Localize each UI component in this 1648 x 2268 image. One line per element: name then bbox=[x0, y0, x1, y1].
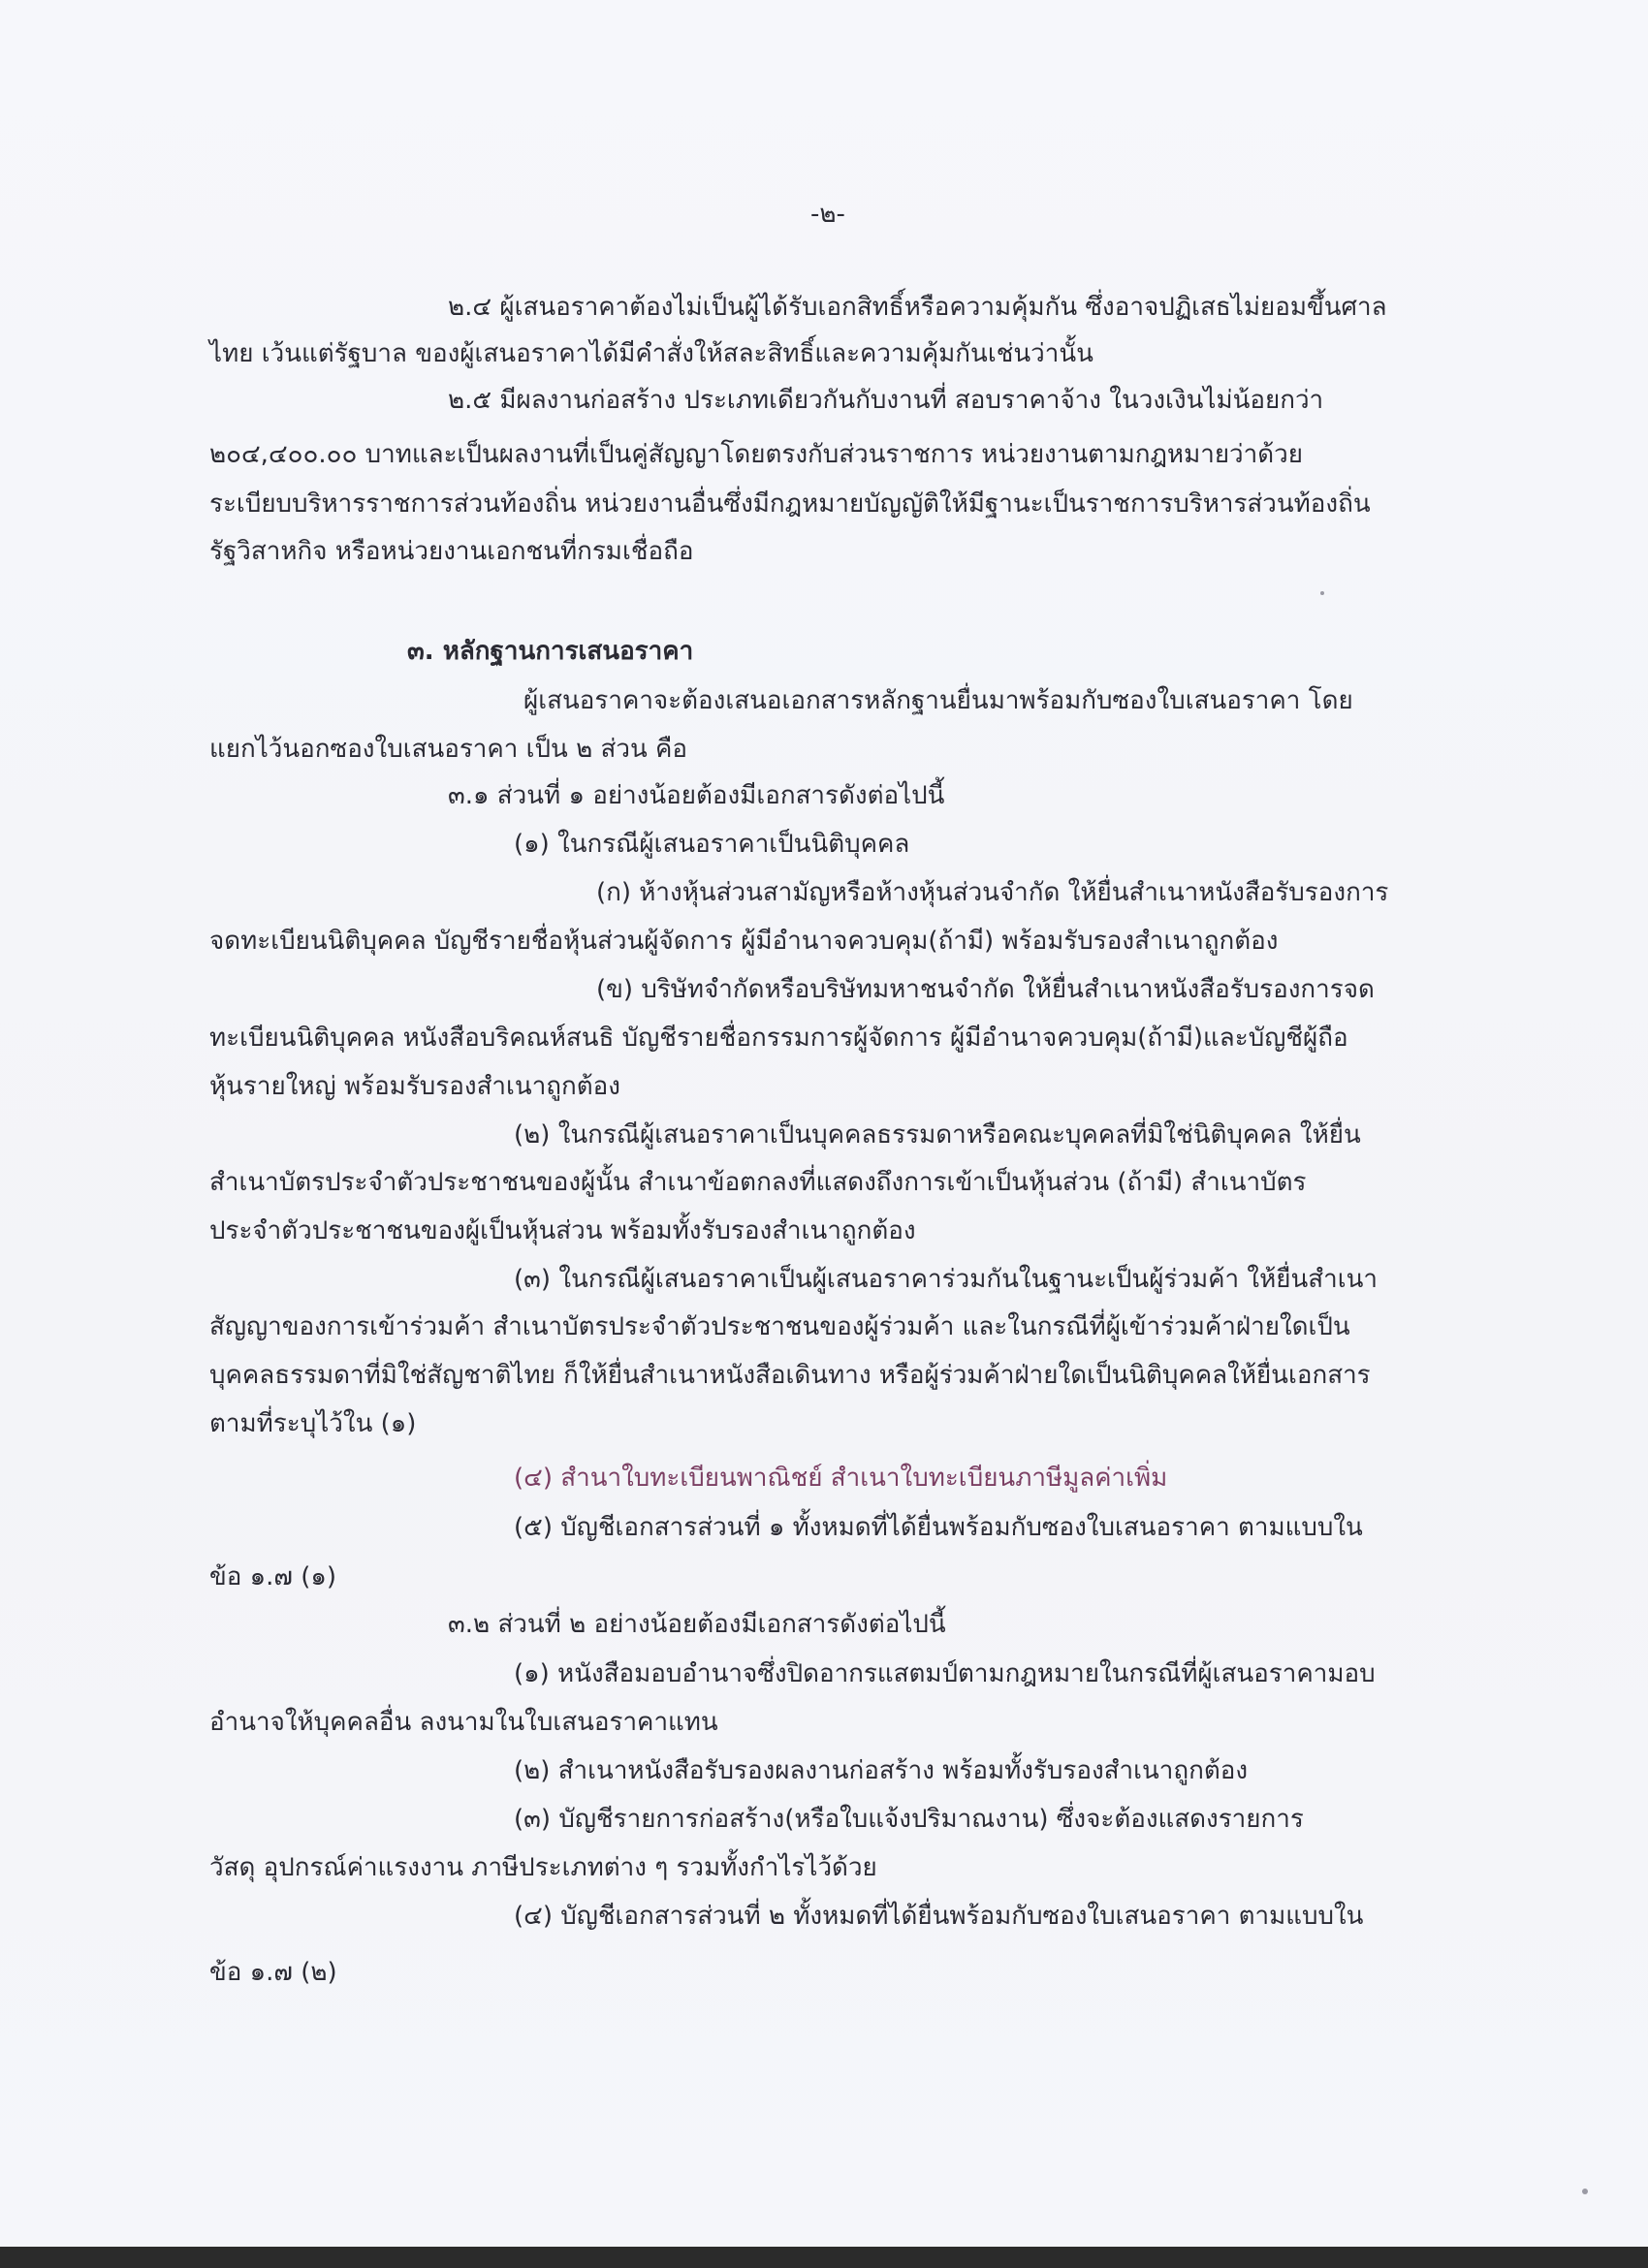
clause-3-1-item-4: (๔) สำนาใบทะเบียนพาณิชย์ สำเนาใบทะเบียนภาษีมูลค่าเพิ่ม bbox=[514, 1464, 1168, 1493]
page-number: -๒- bbox=[810, 200, 845, 229]
clause-3-1-item-3-line-2: สัญญาของการเข้าร่วมค้า สำเนาบัตรประจำตัวประชาชนของผู้ร่วมค้า และในกรณีที่ผู้เข้าร่วมค้าฝ่ายใดเป็น bbox=[209, 1312, 1350, 1341]
clause-3-1-item-3-line-4: ตามที่ระบุไว้ใน (๑) bbox=[209, 1409, 417, 1438]
clause-3-1-item-1b-line-2: ทะเบียนนิติบุคคล หนังสือบริคณห์สนธิ บัญชีรายชื่อกรรมการผู้จัดการ ผู้มีอำนาจควบคุม(ถ้ามี)และบัญชีผู้ถือ bbox=[209, 1024, 1348, 1053]
clause-3-1-item-1b-line-1: (ข) บริษัทจำกัดหรือบริษัทมหาชนจำกัด ให้ยื่นสำเนาหนังสือรับรองการจด bbox=[596, 975, 1375, 1004]
clause-3-1-item-3-line-1: (๓) ในกรณีผู้เสนอราคาเป็นผู้เสนอราคาร่วมกันในฐานะเป็นผู้ร่วมค้า ให้ยื่นสำเนา bbox=[514, 1265, 1378, 1294]
clause-3-1-item-1a-line-1: (ก) ห้างหุ้นส่วนสามัญหรือห้างหุ้นส่วนจำกัด ให้ยื่นสำเนาหนังสือรับรองการ bbox=[596, 878, 1389, 907]
clause-3-1-item-1b-line-3: หุ้นรายใหญ่ พร้อมรับรองสำเนาถูกต้อง bbox=[209, 1072, 620, 1101]
clause-2-4-line-2: ไทย เว้นแต่รัฐบาล ของผู้เสนอราคาได้มีคำสั่งให้สละสิทธิ์และความคุ้มกันเช่นว่านั้น bbox=[209, 339, 1093, 368]
clause-3-1-heading: ๓.๑ ส่วนที่ ๑ อย่างน้อยต้องมีเอกสารดังต่อไปนี้ bbox=[448, 781, 945, 810]
scan-speck bbox=[1320, 591, 1324, 595]
clause-2-4-line-1: ๒.๔ ผู้เสนอราคาต้องไม่เป็นผู้ได้รับเอกสิทธิ์หรือความคุ้มกัน ซึ่งอาจปฏิเสธไม่ยอมขึ้นศาล bbox=[448, 293, 1387, 322]
clause-3-2-item-4-line-1: (๔) บัญชีเอกสารส่วนที่ ๒ ทั้งหมดที่ได้ยื่นพร้อมกับซองใบเสนอราคา ตามแบบใน bbox=[514, 1902, 1364, 1931]
clause-3-2-item-3-line-2: วัสดุ อุปกรณ์ค่าแรงงาน ภาษีประเภทต่าง ๆ รวมทั้งกำไรไว้ด้วย bbox=[209, 1853, 877, 1882]
clause-2-5-line-1: ๒.๕ มีผลงานก่อสร้าง ประเภทเดียวกันกับงานที่ สอบราคาจ้าง ในวงเงินไม่น้อยกว่า bbox=[448, 386, 1324, 415]
clause-3-1-item-3-line-3: บุคคลธรรมดาที่มิใช่สัญชาติไทย ก็ให้ยื่นสำเนาหนังสือเดินทาง หรือผู้ร่วมค้าฝ่ายใดเป็นนิติบุคคลให้ยื่นเอกสาร bbox=[209, 1361, 1371, 1390]
clause-3-2-item-1-line-2: อำนาจให้บุคคลอื่น ลงนามในใบเสนอราคาแทน bbox=[209, 1708, 718, 1737]
clause-3-1-item-5-line-2: ข้อ ๑.๗ (๑) bbox=[209, 1562, 337, 1591]
section-3-intro-line-2: แยกไว้นอกซองใบเสนอราคา เป็น ๒ ส่วน คือ bbox=[209, 735, 688, 764]
clause-3-1-item-5-line-1: (๕) บัญชีเอกสารส่วนที่ ๑ ทั้งหมดที่ได้ยื่นพร้อมกับซองใบเสนอราคา ตามแบบใน bbox=[514, 1513, 1363, 1542]
clause-3-1-item-2-line-1: (๒) ในกรณีผู้เสนอราคาเป็นบุคคลธรรมดาหรือคณะบุคคลที่มิใช่นิติบุคคล ให้ยื่น bbox=[514, 1120, 1361, 1150]
scan-bottom-edge bbox=[0, 2247, 1648, 2268]
clause-2-5-line-3: ระเบียบบริหารราชการส่วนท้องถิ่น หน่วยงานอื่นซึ่งมีกฎหมายบัญญัติให้มีฐานะเป็นราชการบริหารส่วนท้องถิ่น bbox=[209, 489, 1371, 519]
section-3-heading: ๓. หลักฐานการเสนอราคา bbox=[407, 637, 694, 666]
clause-2-5-line-2: ๒๐๔,๔๐๐.๐๐ บาทและเป็นผลงานที่เป็นคู่สัญญาโดยตรงกับส่วนราชการ หน่วยงานตามกฎหมายว่าด้วย bbox=[209, 440, 1303, 469]
clause-3-2-item-1-line-1: (๑) หนังสือมอบอำนาจซึ่งปิดอากรแสตมป์ตามกฎหมายในกรณีที่ผู้เสนอราคามอบ bbox=[514, 1659, 1376, 1688]
clause-3-1-item-2-line-2: สำเนาบัตรประจำตัวประชาชนของผู้นั้น สำเนาข้อตกลงที่แสดงถึงการเข้าเป็นหุ้นส่วน (ถ้ามี) สำเนาบัตร bbox=[209, 1168, 1307, 1197]
scan-speck bbox=[1582, 2189, 1588, 2194]
clause-3-1-item-1: (๑) ในกรณีผู้เสนอราคาเป็นนิติบุคคล bbox=[514, 830, 910, 859]
clause-3-2-item-3-line-1: (๓) บัญชีรายการก่อสร้าง(หรือใบแจ้งปริมาณงาน) ซึ่งจะต้องแสดงรายการ bbox=[514, 1805, 1304, 1834]
clause-3-2-heading: ๓.๒ ส่วนที่ ๒ อย่างน้อยต้องมีเอกสารดังต่อไปนี้ bbox=[448, 1610, 946, 1639]
clause-3-2-item-4-line-2: ข้อ ๑.๗ (๒) bbox=[209, 1958, 337, 1987]
clause-2-5-line-4: รัฐวิสาหกิจ หรือหน่วยงานเอกชนที่กรมเชื่อถือ bbox=[209, 537, 694, 566]
clause-3-1-item-1a-line-2: จดทะเบียนนิติบุคคล บัญชีรายชื่อหุ้นส่วนผู้จัดการ ผู้มีอำนาจควบคุม(ถ้ามี) พร้อมรับรองสำเนาถูกต้อง bbox=[209, 927, 1279, 956]
clause-3-2-item-2: (๒) สำเนาหนังสือรับรองผลงานก่อสร้าง พร้อมทั้งรับรองสำเนาถูกต้อง bbox=[514, 1756, 1249, 1785]
clause-3-1-item-2-line-3: ประจำตัวประชาชนของผู้เป็นหุ้นส่วน พร้อมทั้งรับรองสำเนาถูกต้อง bbox=[209, 1216, 916, 1245]
section-3-intro-line-1: ผู้เสนอราคาจะต้องเสนอเอกสารหลักฐานยื่นมาพร้อมกับซองใบเสนอราคา โดย bbox=[523, 686, 1353, 715]
